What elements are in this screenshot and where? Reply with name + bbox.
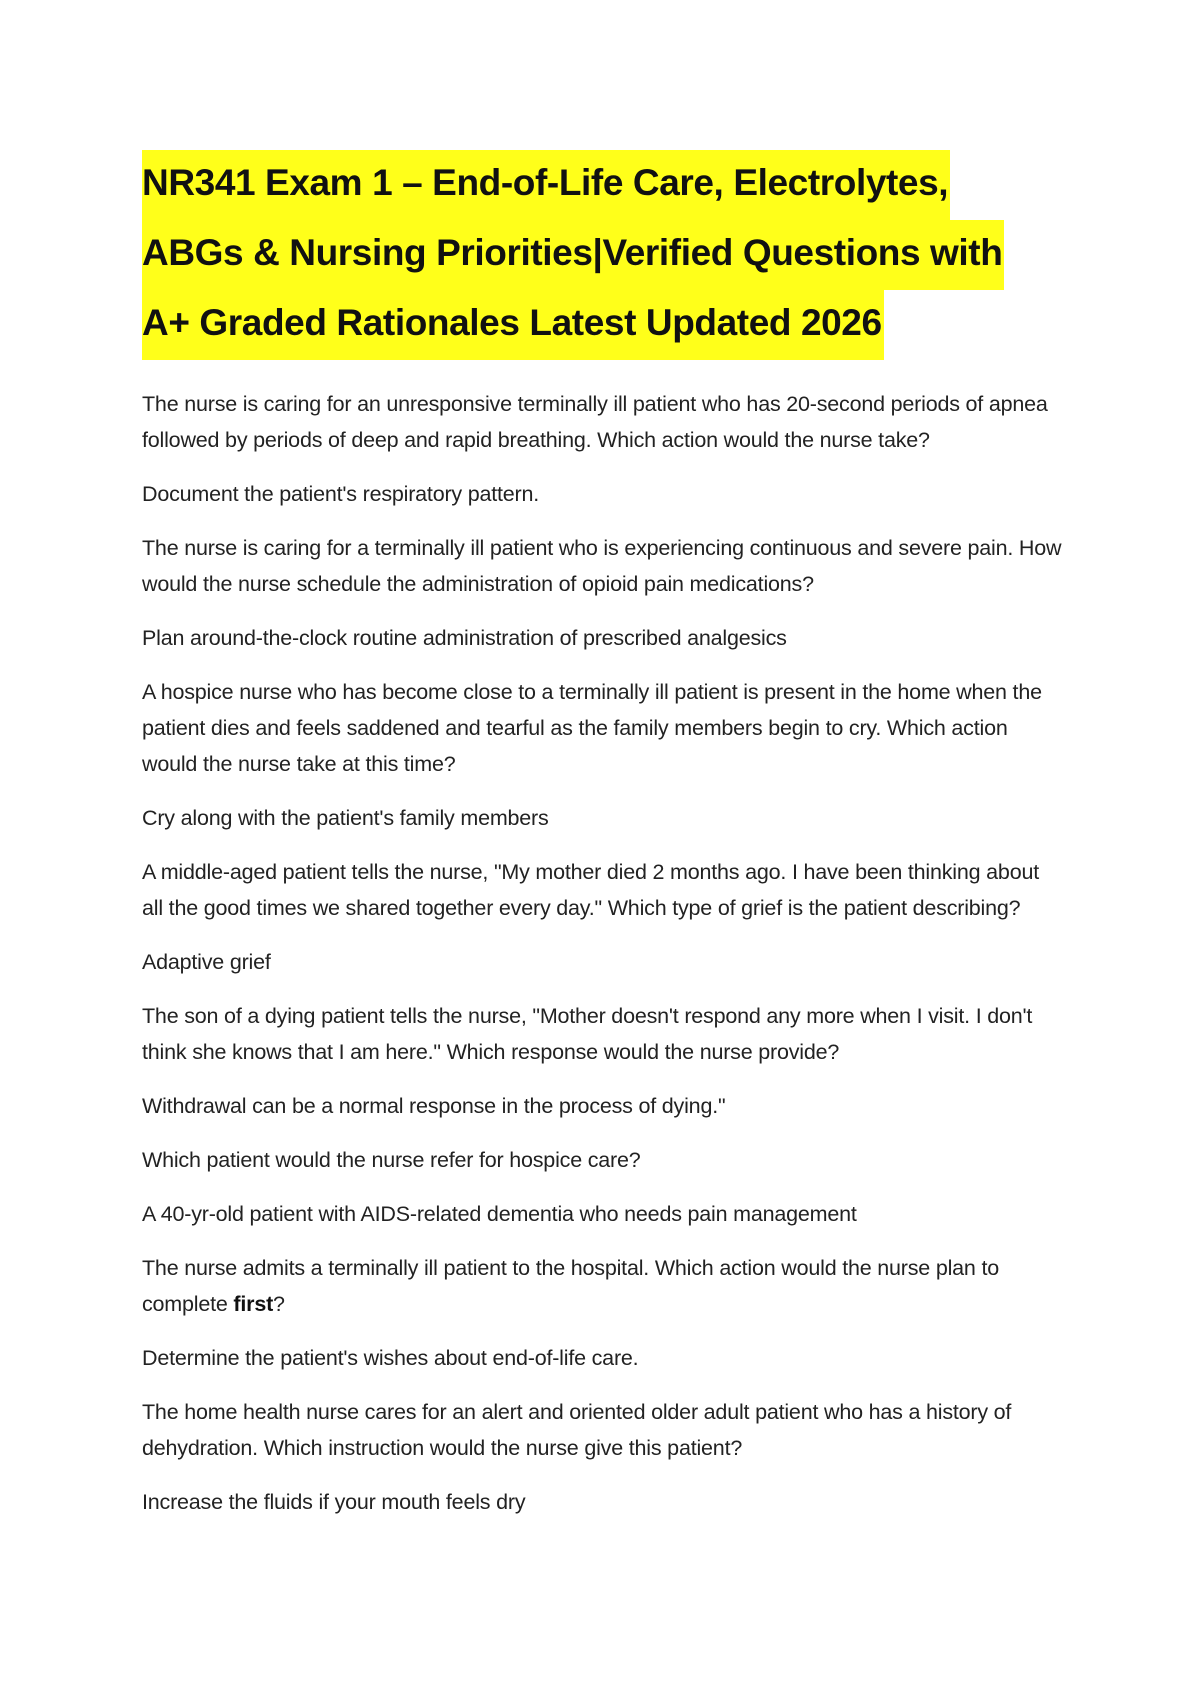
question-7 bbox=[142, 1250, 1062, 1322]
question-7-emphasis: first bbox=[233, 1292, 274, 1316]
answer-8: Increase the fluids if your mouth feels dry bbox=[142, 1490, 526, 1514]
answer-6: A 40-yr-old patient with AIDS-related dementia who needs pain management bbox=[142, 1202, 857, 1226]
answer-1: Document the patient's respiratory pattern. bbox=[142, 482, 540, 506]
title-line-3: A+ Graded Rationales Latest Updated 2026 bbox=[142, 290, 884, 360]
question-8: The home health nurse cares for an alert and oriented older adult patient who has a history of dehydration. Which instruction would the nurse give this patient? bbox=[142, 1400, 1012, 1460]
question-3: A hospice nurse who has become close to a terminally ill patient is present in the home when the patient dies and feels saddened and tearful as the family members begin to cry. Which action would the nurse take at this time? bbox=[142, 680, 1042, 776]
document-title bbox=[142, 150, 1062, 360]
question-4: A middle-aged patient tells the nurse, "My mother died 2 months ago. I have been thinking about all the good times we shared together every day." Which type of grief is the patient describing? bbox=[142, 860, 1039, 920]
question-2: The nurse is caring for a terminally ill patient who is experiencing continuous and severe pain. How would the nurse schedule the administration of opioid pain medications? bbox=[142, 536, 1062, 596]
title-line-2: ABGs & Nursing Priorities|Verified Questions with bbox=[142, 220, 1004, 290]
question-7-text: The nurse admits a terminally ill patient to the hospital. Which action would the nurse plan to complete bbox=[142, 1256, 999, 1316]
question-1: The nurse is caring for an unresponsive terminally ill patient who has 20-second periods of apnea followed by periods of deep and rapid breathing. Which action would the nurse take? bbox=[142, 392, 1048, 452]
answer-3: Cry along with the patient's family members bbox=[142, 806, 549, 830]
question-7-end: ? bbox=[273, 1292, 285, 1316]
question-5: The son of a dying patient tells the nurse, "Mother doesn't respond any more when I visit. I don't think she knows that I am here." Which response would the nurse provide? bbox=[142, 1004, 1033, 1064]
document-page bbox=[142, 150, 1062, 1538]
answer-7: Determine the patient's wishes about end-of-life care. bbox=[142, 1346, 639, 1370]
answer-2: Plan around-the-clock routine administration of prescribed analgesics bbox=[142, 626, 787, 650]
question-6: Which patient would the nurse refer for hospice care? bbox=[142, 1148, 641, 1172]
answer-4: Adaptive grief bbox=[142, 950, 271, 974]
answer-5: Withdrawal can be a normal response in the process of dying." bbox=[142, 1094, 726, 1118]
title-line-1: NR341 Exam 1 – End-of-Life Care, Electrolytes, bbox=[142, 150, 950, 220]
